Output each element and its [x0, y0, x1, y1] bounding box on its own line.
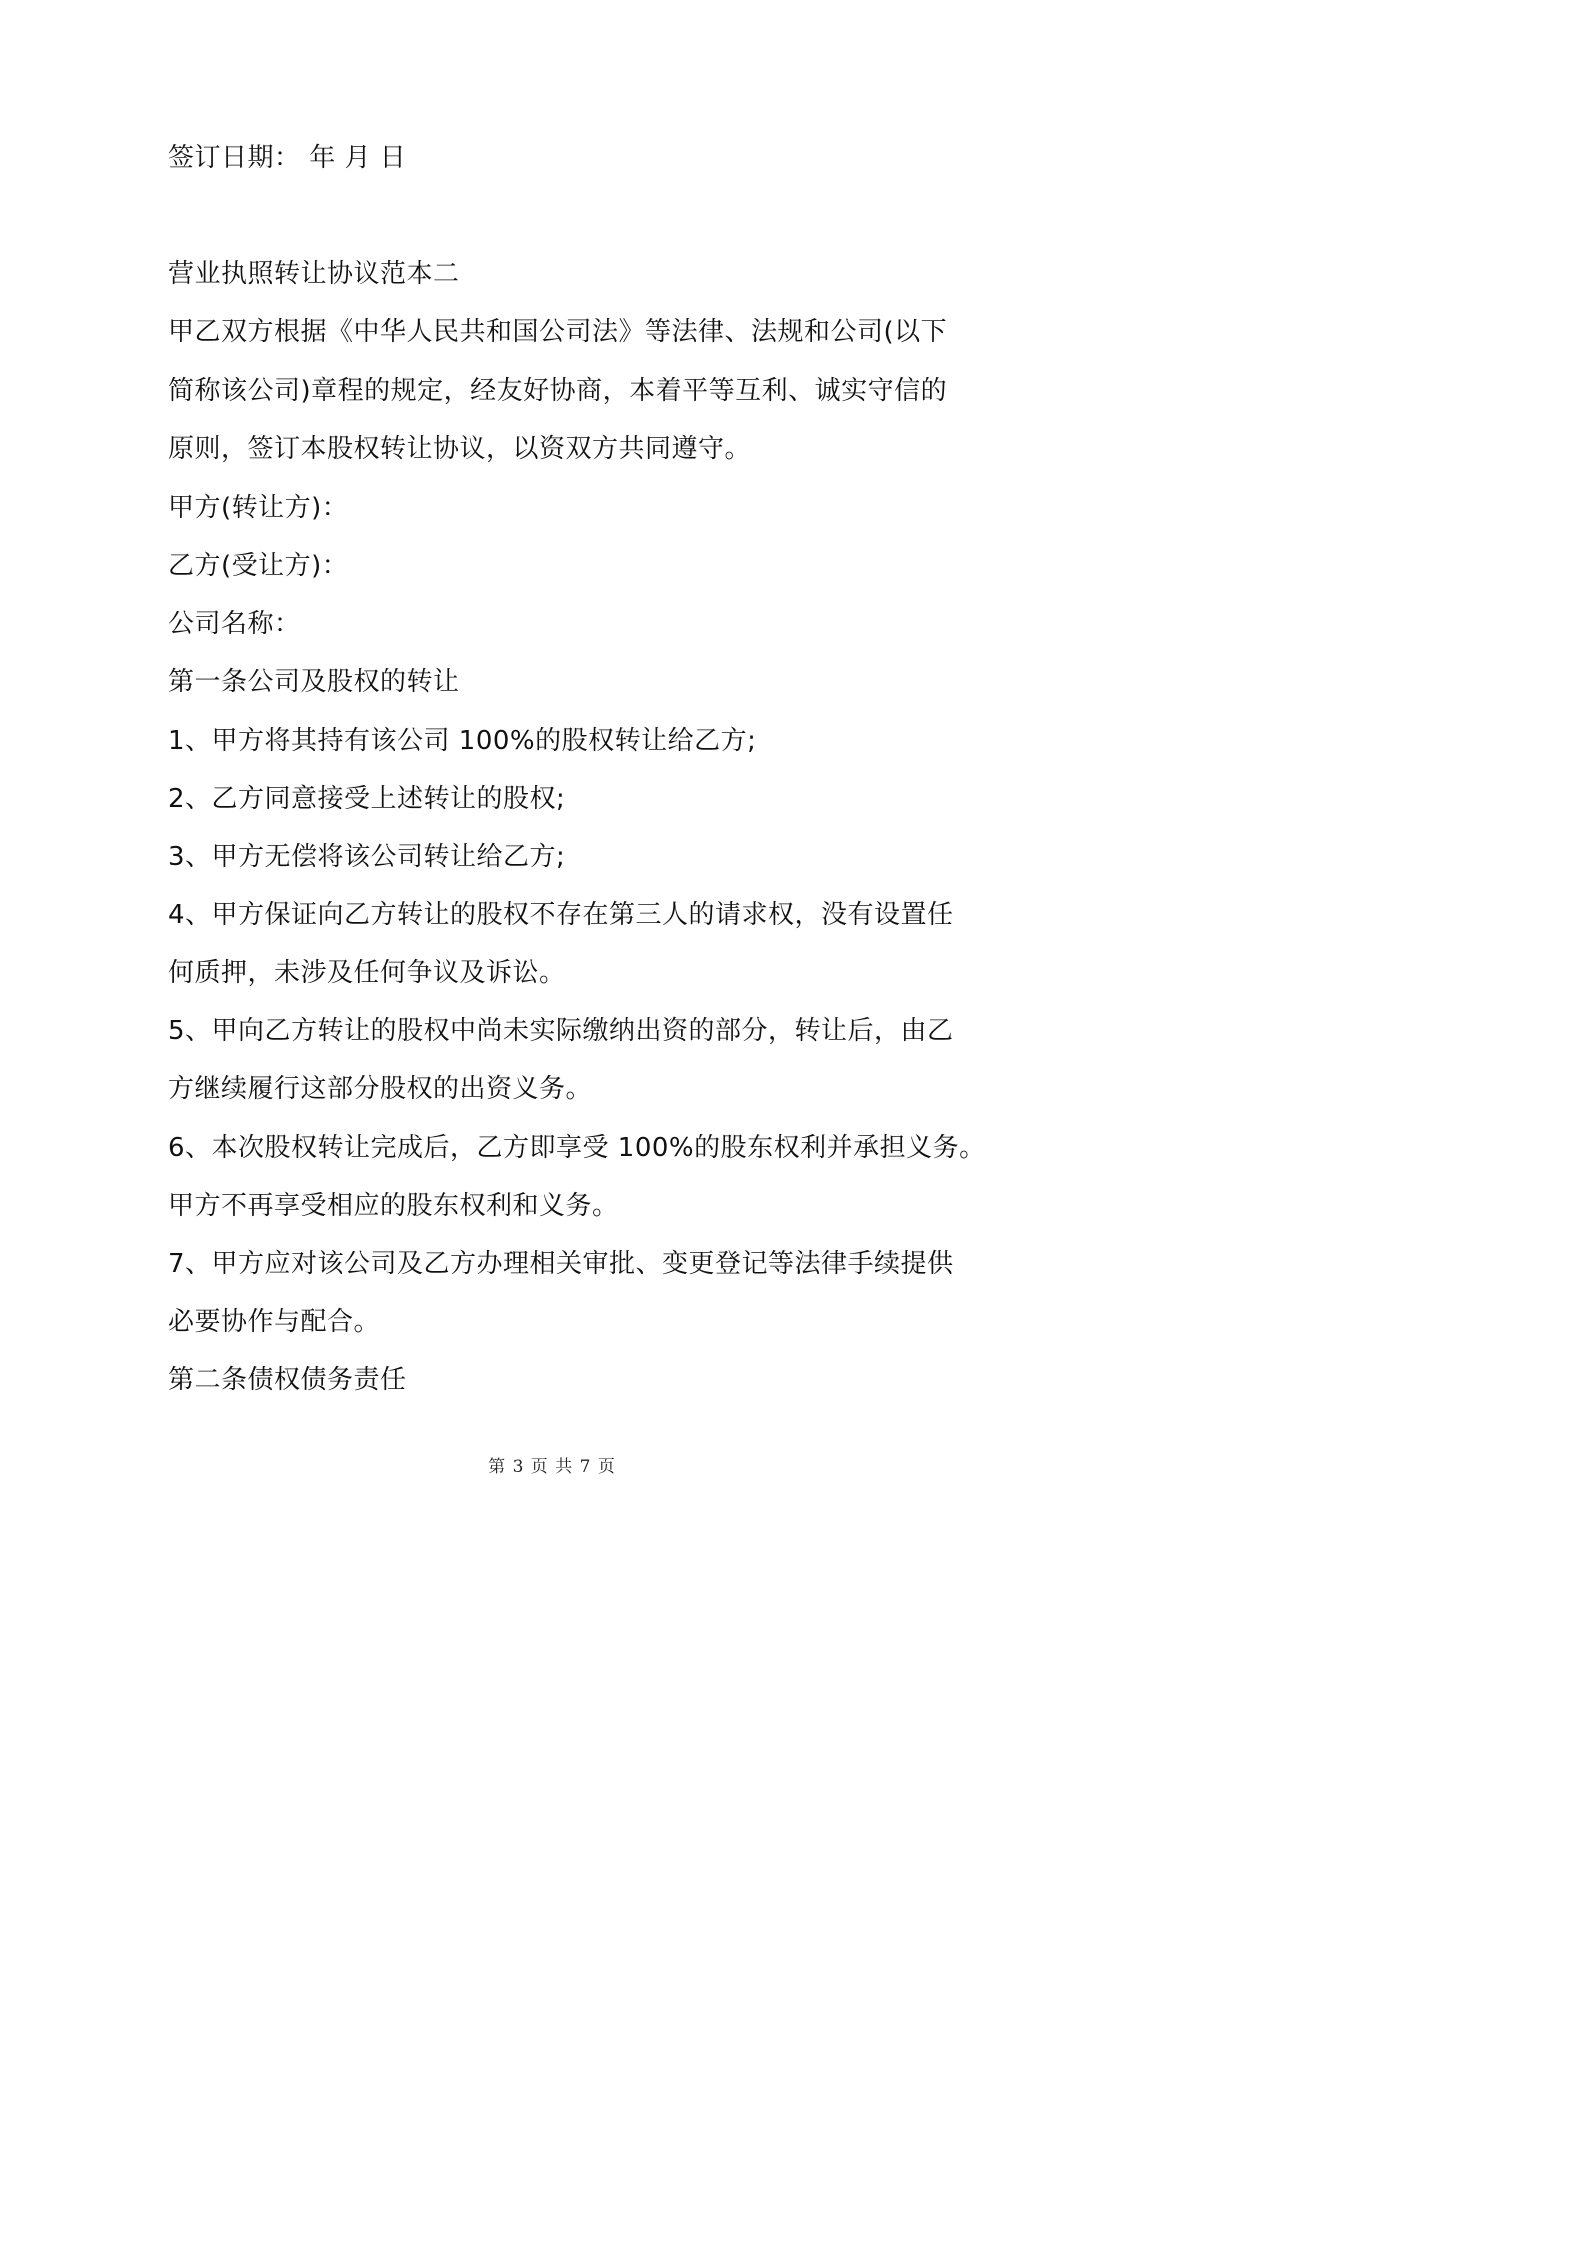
- intro-line: 甲乙双方根据《中华人民共和国公司法》等法律、法规和公司(以下: [168, 317, 948, 347]
- article-1-line: 5、甲向乙方转让的股权中尚未实际缴纳出资的部分，转让后，由乙: [168, 1016, 954, 1046]
- article-2-title: 第二条债权债务责任: [168, 1365, 407, 1395]
- article-1-line: 4、甲方保证向乙方转让的股权不存在第三人的请求权，没有设置任: [168, 900, 954, 930]
- document-page: [0, 0, 1104, 1562]
- intro-line: 简称该公司)章程的规定，经友好协商，本着平等互利、诚实守信的: [168, 376, 948, 406]
- article-1-line: 甲方不再享受相应的股东权利和义务。: [168, 1191, 619, 1221]
- party-a-label: 甲方(转让方)：: [168, 493, 349, 523]
- intro-line: 原则，签订本股权转让协议，以资双方共同遵守。: [168, 434, 752, 464]
- article-1-title: 第一条公司及股权的转让: [168, 667, 460, 697]
- article-1-line: 3、甲方无偿将该公司转让给乙方;: [168, 842, 566, 872]
- article-1-line: 必要协作与配合。: [168, 1307, 381, 1337]
- signing-date: 签订日期： 年 月 日: [168, 143, 407, 173]
- article-1-line: 1、甲方将其持有该公司 100%的股权转让给乙方;: [168, 726, 757, 756]
- party-b-label: 乙方(受让方)：: [168, 551, 349, 581]
- article-1-line: 6、本次股权转让完成后，乙方即享受 100%的股东权利并承担义务。: [168, 1133, 986, 1163]
- article-1-line: 7、甲方应对该公司及乙方办理相关审批、变更登记等法律手续提供: [168, 1249, 954, 1279]
- article-1-line: 方继续履行这部分股权的出资义务。: [168, 1074, 593, 1104]
- article-1-line: 何质押，未涉及任何争议及诉讼。: [168, 958, 566, 988]
- section-title: 营业执照转让协议范本二: [168, 259, 460, 289]
- company-name-label: 公司名称：: [168, 609, 301, 639]
- page-indicator: 第 3 页 共 7 页: [488, 1457, 616, 1477]
- article-1-line: 2、乙方同意接受上述转让的股权;: [168, 784, 566, 814]
